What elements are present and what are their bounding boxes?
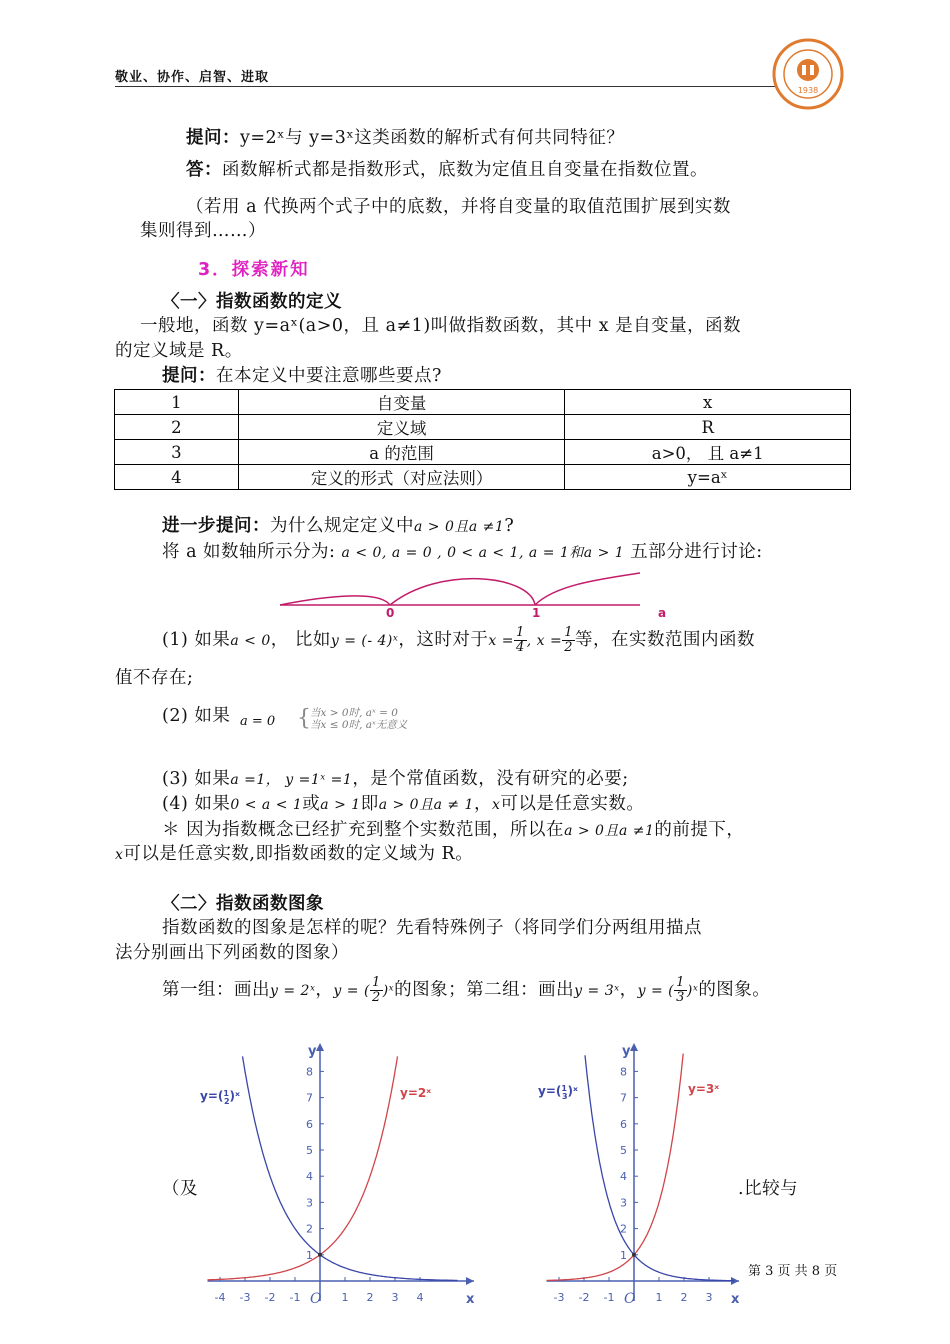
y-tick-label: 2: [306, 1222, 313, 1236]
series-label-num: 1: [561, 1084, 567, 1093]
series-label-0: [200, 1089, 240, 1106]
table-cell: 2: [115, 415, 239, 440]
grp-m2a: y = (: [333, 983, 370, 999]
frac-den: 3: [676, 990, 685, 1005]
star2-post: 可以是任意实数,即指数函数的定义域为 R。: [123, 844, 474, 864]
split-line: [162, 540, 763, 565]
y-tick-label: 3: [306, 1196, 313, 1210]
definition-line-2: 的定义域是 R。: [115, 341, 243, 361]
x-axis-arrow-icon: [466, 1277, 474, 1285]
x-tick-label: -1: [289, 1291, 301, 1304]
y-axis-label: y: [308, 1044, 317, 1059]
subsection-1-title: 〈一〉指数函数的定义: [162, 292, 342, 312]
table-cell: 自变量: [238, 390, 565, 415]
case-1: [162, 626, 755, 655]
frac-num: 1: [515, 625, 525, 640]
y-tick-label: 5: [306, 1144, 313, 1157]
intersection-point: [318, 1253, 322, 1257]
table-row: [115, 440, 851, 465]
c1-pre: (1) 如果: [162, 630, 231, 650]
x-tick-label: 3: [705, 1291, 713, 1304]
question-3: [162, 514, 514, 539]
axis-label-0: 0: [386, 606, 395, 620]
x-tick-label: -3: [553, 1291, 565, 1304]
q3-label: 进一步提问：: [162, 516, 270, 536]
x-tick-label: 2: [680, 1291, 688, 1304]
grp-m4a: y = (: [637, 983, 675, 999]
y-tick-label: 1: [306, 1248, 313, 1262]
origin-label: O: [624, 1291, 636, 1305]
c1-post: 等，在实数范围内函数: [574, 630, 755, 650]
frac-num: 1: [676, 975, 685, 990]
graph-intro-2: 法分别画出下列函数的图象）: [115, 943, 349, 963]
y-axis-label: y: [622, 1044, 631, 1059]
star2-x: x: [115, 847, 124, 863]
q1-text: y=2ˣ与 y=3ˣ这类函数的解析式有何共同特征？: [240, 128, 625, 148]
frac-num: 1: [564, 625, 573, 640]
axis-label-a: a: [658, 606, 667, 620]
c2-pre: (2) 如果: [162, 706, 231, 726]
c4-or: 或: [302, 794, 321, 814]
y-tick-label: 4: [306, 1170, 313, 1184]
x-tick-label: 1: [655, 1291, 663, 1304]
c1-mid2: ，这时对于: [398, 630, 489, 650]
brace-mid: [390, 579, 535, 605]
series-label-main: y=(: [200, 1089, 224, 1103]
c1-mid: ， 比如: [270, 630, 331, 650]
q3-end: ?: [504, 516, 515, 536]
graph-intro-1: 指数函数的图象是怎样的呢？先看特殊例子（将同学们分两组用描点: [162, 918, 702, 938]
frac-1-2: [562, 626, 575, 655]
x-tick-label: 3: [391, 1291, 399, 1304]
split-pre: 将 a 如数轴所示分为:: [162, 542, 336, 562]
x-tick-label: -4: [214, 1291, 226, 1304]
school-logo-icon: [772, 38, 844, 110]
c2-case-1: 当x > 0时, aˣ = 0: [310, 707, 398, 719]
x-tick-label: 4: [416, 1291, 424, 1304]
c4-x: x: [491, 797, 501, 813]
frac-den: 2: [371, 990, 381, 1005]
c4-post: 可以是任意实数。: [500, 794, 645, 814]
x-axis-label: x: [466, 1292, 475, 1305]
table-cell: a>0， 且 a≠1: [565, 440, 851, 465]
question-1: [186, 126, 624, 150]
q3-math: a > 0且a ≠1: [414, 519, 505, 535]
grp-c1: ，: [315, 980, 334, 1000]
note-line-2: 集则得到……）: [140, 221, 266, 241]
axis-label-1: 1: [532, 606, 541, 620]
chart-exp-base-2: [190, 1035, 480, 1305]
c4-math2: a > 1: [320, 797, 361, 813]
frac-1-4: [514, 626, 527, 655]
c4-math3: a > 0且a ≠ 1: [378, 797, 474, 813]
table-row: [115, 465, 851, 490]
series-label-den: 2: [223, 1097, 230, 1106]
c2-math: a = 0: [240, 714, 276, 729]
c2-cases: [310, 707, 407, 731]
split-math: a < 0, a = 0 , 0 < a < 1, a = 1和a > 1: [341, 545, 625, 561]
case-2: [162, 704, 230, 728]
definition-table: [114, 389, 851, 490]
chart-exp-base-3: [530, 1035, 745, 1305]
series-label-0: [538, 1084, 578, 1101]
frac-grp-1-3: [674, 976, 687, 1005]
definition-line-1: 一般地，函数 y=aˣ(a>0，且 a≠1)叫做指数函数，其中 x 是自变量，函数: [140, 316, 742, 336]
table-cell: 定义域: [238, 415, 565, 440]
table-cell: R: [565, 415, 851, 440]
c1-x2: , x =: [526, 633, 563, 649]
x-tick-label: -2: [264, 1291, 276, 1304]
subsection-2-title: 〈二〉指数函数图象: [162, 894, 324, 914]
frac-den: 2: [564, 640, 573, 655]
y-tick-label: 4: [620, 1170, 627, 1184]
star-note-2: [115, 842, 473, 867]
series-label-end: )ˣ: [229, 1089, 240, 1103]
grp-m1: y = 2ˣ: [270, 983, 316, 999]
q2-text: 在本定义中要注意哪些要点?: [216, 366, 442, 386]
frac-num: 1: [371, 975, 381, 990]
star-post: 的前提下，: [654, 820, 745, 840]
series-label-1: y=3ˣ: [688, 1082, 720, 1096]
table-cell: a 的范围: [238, 440, 565, 465]
y-axis-arrow-icon: [316, 1043, 324, 1051]
star-pre: ＊ 因为指数概念已经扩充到整个实数范围，所以在: [162, 820, 565, 840]
table-cell: y=aˣ: [565, 465, 851, 490]
x-tick-label: -2: [578, 1291, 590, 1304]
y-tick-label: 1: [620, 1248, 627, 1262]
table-row: [115, 390, 851, 415]
y-tick-label: 8: [620, 1065, 627, 1079]
case-3: [162, 767, 629, 792]
q2-label: 提问：: [162, 366, 216, 386]
y-tick-label: 6: [620, 1117, 627, 1131]
c4-math1: 0 < a < 1: [230, 797, 303, 813]
star-math: a > 0且a ≠1: [564, 823, 655, 839]
grp-c2: ，: [619, 980, 638, 1000]
table-cell: 4: [115, 465, 239, 490]
c3-math: a =1， y =1ˣ =1: [230, 772, 353, 788]
case-1-line-2: 值不存在;: [115, 668, 194, 688]
intersection-point: [632, 1253, 636, 1257]
y-tick-label: 8: [306, 1065, 313, 1079]
star-note-1: [162, 818, 744, 843]
question-2: [162, 364, 442, 388]
grp-post: 的图象。: [698, 980, 771, 1000]
c4-pre: (4) 如果: [162, 794, 231, 814]
series-label-main: y=(: [538, 1084, 562, 1098]
page-number: 第 3 页 共 8 页: [748, 1264, 838, 1279]
grp-m4b: )ˣ: [686, 983, 699, 999]
y-tick-label: 6: [306, 1117, 313, 1131]
table-cell: x: [565, 390, 851, 415]
x-tick-label: -1: [603, 1291, 615, 1304]
c4-ji: 即: [360, 794, 379, 814]
q1-label: 提问：: [186, 128, 240, 148]
frac-den: 4: [515, 640, 525, 655]
brace-left: [280, 596, 390, 605]
series-label-1: y=2ˣ: [400, 1086, 432, 1100]
y-tick-label: 2: [620, 1222, 627, 1236]
c2-case-2: 当x ≤ 0时, aˣ无意义: [310, 719, 408, 731]
a1-text: 函数解析式都是指数形式，底数为定值且自变量在指数位置。: [222, 160, 708, 180]
x-axis-label: x: [731, 1292, 740, 1305]
header-motto: 敬业、协作、启智、进取: [115, 70, 270, 85]
note-line-1: （若用 a 代换两个式子中的底数，并将自变量的取值范围扩展到实数: [186, 197, 732, 217]
section-3-title: 3．探索新知: [198, 260, 310, 280]
c3-post: ，是个常值函数，没有研究的必要;: [352, 769, 629, 789]
table-cell: 定义的形式（对应法则）: [238, 465, 565, 490]
x-tick-label: 2: [366, 1291, 374, 1304]
grp-m3: y = 3ˣ: [574, 983, 620, 999]
c1-math1: a < 0: [230, 633, 271, 649]
y-tick-label: 7: [306, 1091, 313, 1105]
answer-1: [186, 158, 708, 182]
grp-m2b: )ˣ: [382, 983, 395, 999]
table-cell: 3: [115, 440, 239, 465]
table-cell: 1: [115, 390, 239, 415]
fragment-left: （及: [162, 1179, 198, 1199]
y-tick-label: 3: [620, 1196, 627, 1210]
y-axis-arrow-icon: [630, 1043, 638, 1051]
a1-label: 答：: [186, 160, 222, 180]
grp-mid: 的图象；第二组：画出: [394, 980, 575, 1000]
case-4: [162, 792, 644, 817]
c2-brace: {: [297, 706, 311, 731]
c4-sep: ，: [473, 794, 492, 814]
series-label-end: )ˣ: [567, 1084, 578, 1098]
c3-pre: (3) 如果: [162, 769, 231, 789]
series-label-num: 1: [223, 1089, 229, 1098]
x-tick-label: -3: [239, 1291, 251, 1304]
series-label-den: 3: [561, 1092, 568, 1101]
header-rule: [115, 86, 775, 87]
table-row: [115, 415, 851, 440]
grp-pre: 第一组：画出: [162, 980, 270, 1000]
brace-right: [535, 573, 640, 605]
y-tick-label: 7: [620, 1091, 627, 1105]
frac-grp-1-2: [370, 976, 383, 1005]
split-post: 五部分进行讨论:: [630, 542, 763, 562]
q3-text: 为什么规定定义中: [270, 516, 414, 536]
y-tick-label: 5: [620, 1144, 627, 1157]
c1-math2: y = (- 4)ˣ: [330, 633, 399, 649]
x-tick-label: 1: [341, 1291, 349, 1304]
group-line: [162, 976, 770, 1005]
fragment-right: .比较与: [738, 1179, 799, 1199]
origin-label: O: [310, 1291, 322, 1305]
c1-x1: x =: [488, 633, 514, 649]
logo-year: 1938: [797, 86, 819, 95]
number-line-diagram: [270, 565, 690, 625]
